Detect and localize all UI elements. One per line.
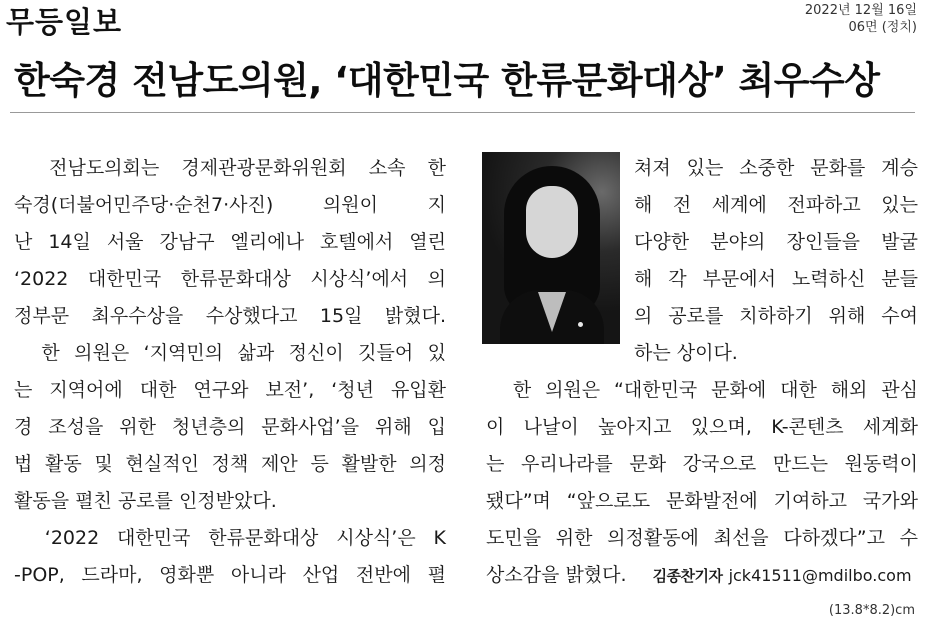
body-line: ‘2022 대한민국 한류문화대상 시상식’에서 의 bbox=[14, 268, 446, 290]
body-line: 숙경(더불어민주당·순천7·사진) 의원이 지 bbox=[14, 194, 446, 216]
body-line-with-byline bbox=[486, 557, 918, 595]
article-headline: 한숙경 전남도의원, ‘대한민국 한류문화대상’ 최우수상 bbox=[14, 59, 880, 102]
body-line: ‘2022 대한민국 한류문화대상 시상식’은 K bbox=[14, 527, 446, 549]
body-line: 정부문 최우수상을 수상했다고 15일 밝혔다. bbox=[14, 305, 446, 327]
body-line: 는 우리나라를 문화 강국으로 만드는 원동력이 bbox=[486, 453, 918, 475]
body-line: 전남도의회는 경제관광문화위원회 소속 한 bbox=[14, 157, 446, 179]
body-line: 한 의원은 ‘지역민의 삶과 정신이 깃들어 있 bbox=[14, 342, 446, 364]
body-line: 는 지역어에 대한 연구와 보전’, ‘청년 유입환 bbox=[14, 379, 446, 401]
body-line: 법 활동 및 현실적인 정책 제안 등 활발한 의정 bbox=[14, 453, 446, 475]
body-line: 경 조성을 위한 청년층의 문화사업’을 위해 입 bbox=[14, 416, 446, 438]
article-right-column bbox=[486, 150, 918, 595]
body-line: 해 전 세계에 전파하고 있는 bbox=[634, 194, 918, 216]
closing-text: 상소감을 밝혔다. bbox=[486, 564, 627, 586]
reporter-email: jck41511@mdilbo.com bbox=[728, 566, 912, 585]
body-line: 해 각 부문에서 노력하신 분들 bbox=[634, 268, 918, 290]
body-line: 활동을 펼친 공로를 인정받았다. bbox=[14, 490, 277, 512]
body-line: 의 공로를 치하하기 위해 수여 bbox=[634, 305, 918, 327]
body-line: 도민을 위한 의정활동에 최선을 다하겠다”고 수 bbox=[486, 527, 918, 549]
body-line: 하는 상이다. bbox=[634, 342, 738, 364]
article-size-note: (13.8*8.2)cm bbox=[828, 603, 915, 618]
body-line: 난 14일 서울 강남구 엘리에나 호텔에서 열린 bbox=[14, 231, 446, 253]
photo-wrap-lines bbox=[486, 150, 918, 372]
publication-date: 2022년 12월 16일 bbox=[804, 3, 917, 18]
body-line: 이 나날이 높아지고 있으며, K-콘텐츠 세계화 bbox=[486, 416, 918, 438]
dateline bbox=[805, 2, 917, 36]
body-line: 쳐져 있는 소중한 문화를 계승 bbox=[634, 157, 918, 179]
newspaper-masthead: 무등일보 bbox=[6, 5, 123, 39]
reporter-name: 김종찬기자 bbox=[652, 567, 723, 585]
body-line: 됐다”며 “앞으로도 문화발전에 기여하고 국가와 bbox=[486, 490, 918, 512]
article-left-column bbox=[14, 150, 446, 594]
body-line: 한 의원은 “대한민국 문화에 대한 해외 관심 bbox=[486, 379, 918, 401]
body-line: -POP, 드라마, 영화뿐 아니라 산업 전반에 펼 bbox=[14, 564, 446, 586]
headline-divider bbox=[10, 112, 915, 113]
page-section: 06면 (정치) bbox=[848, 20, 917, 35]
body-line: 다양한 분야의 장인들을 발굴 bbox=[634, 231, 918, 253]
